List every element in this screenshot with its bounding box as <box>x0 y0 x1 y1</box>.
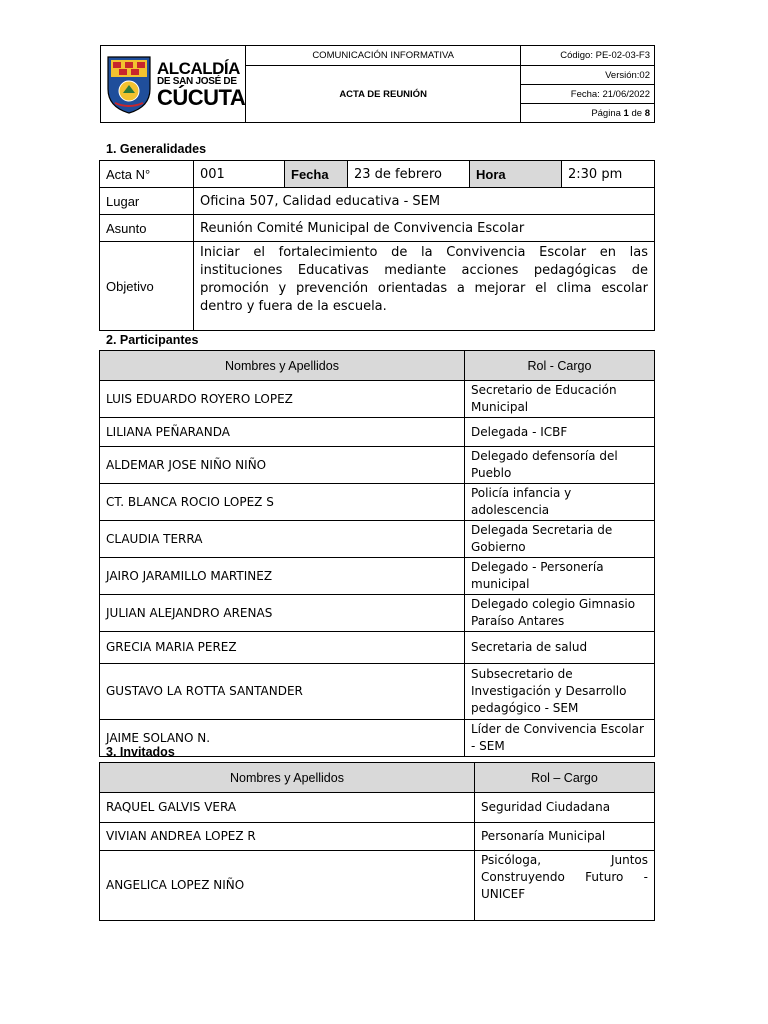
participant-role: Policía infancia y adolescencia <box>465 484 655 521</box>
participant-role: Delegado colegio Gimnasio Paraíso Antares <box>465 595 655 632</box>
generalidades-table <box>99 160 655 331</box>
doc-code: Código: PE-02-03-F3 <box>521 46 655 66</box>
table-row <box>100 632 655 664</box>
comm-label: COMUNICACIÓN INFORMATIVA <box>246 46 521 66</box>
hora-value: 2:30 pm <box>562 161 655 188</box>
participant-role: Delegado - Personería municipal <box>465 558 655 595</box>
doc-version: Versión:02 <box>521 66 655 85</box>
participant-role: Delegada Secretaria de Gobierno <box>465 521 655 558</box>
logo-text-line2: DE SAN JOSÉ DE <box>157 75 237 87</box>
alcaldia-logo <box>101 47 245 121</box>
participant-name: JAIME SOLANO N. <box>100 720 465 757</box>
table-row <box>100 381 655 418</box>
lugar-value: Oficina 507, Calidad educativa - SEM <box>194 188 655 215</box>
page-total: 8 <box>644 107 650 119</box>
objetivo-value: Iniciar el fortalecimiento de la Convivencia Escolar en las instituciones Educativas mediante acciones pedagógicas de promoción y prevención orientadas a mejorar el clima escolar dentro y fuera de la escuela. <box>194 242 655 331</box>
coat-of-arms-icon <box>105 53 153 115</box>
page-number: 1 <box>623 107 629 119</box>
table-row <box>100 851 655 921</box>
page-indicator <box>521 104 655 123</box>
acta-label: Acta N° <box>100 161 194 188</box>
participant-role: Delegada - ICBF <box>465 418 655 447</box>
participants-col-name: Nombres y Apellidos <box>100 351 465 381</box>
participant-role: Subsecretario de Investigación y Desarrollo pedagógico - SEM <box>465 664 655 720</box>
participant-name: JULIAN ALEJANDRO ARENAS <box>100 595 465 632</box>
asunto-label: Asunto <box>100 215 194 242</box>
participant-role: Delegado defensoría del Pueblo <box>465 447 655 484</box>
guest-name: VIVIAN ANDREA LOPEZ R <box>100 823 475 851</box>
logo-text-line3: CÚCUTA <box>157 84 246 110</box>
participant-role: Secretario de Educación Municipal <box>465 381 655 418</box>
table-row <box>100 447 655 484</box>
guest-role: Seguridad Ciudadana <box>475 793 655 823</box>
participant-name: CT. BLANCA ROCIO LOPEZ S <box>100 484 465 521</box>
logo-cell <box>101 46 246 123</box>
participant-role: Líder de Convivencia Escolar - SEM <box>465 720 655 757</box>
fecha-value: 23 de febrero <box>348 161 470 188</box>
guests-col-role: Rol – Cargo <box>475 763 655 793</box>
section-heading-invitados: 3. Invitados <box>106 745 175 759</box>
participant-name: GRECIA MARIA PEREZ <box>100 632 465 664</box>
guest-role: Psicóloga, Juntos Construyendo Futuro - UNICEF <box>475 851 655 921</box>
fecha-label: Fecha <box>285 161 348 188</box>
table-row <box>100 521 655 558</box>
table-row <box>100 793 655 823</box>
table-row <box>100 558 655 595</box>
table-row <box>100 664 655 720</box>
table-row <box>100 595 655 632</box>
asunto-value: Reunión Comité Municipal de Convivencia Escolar <box>194 215 655 242</box>
guests-body <box>100 793 655 921</box>
participant-name: JAIRO JARAMILLO MARTINEZ <box>100 558 465 595</box>
participant-name: LILIANA PEÑARANDA <box>100 418 465 447</box>
guests-table <box>99 762 655 921</box>
table-row <box>100 823 655 851</box>
objetivo-label: Objetivo <box>100 242 194 331</box>
page-prefix: Página <box>591 107 621 119</box>
guests-col-name: Nombres y Apellidos <box>100 763 475 793</box>
doc-date: Fecha: 21/06/2022 <box>521 85 655 104</box>
doc-title: ACTA DE REUNIÓN <box>246 66 521 123</box>
hora-label: Hora <box>470 161 562 188</box>
table-row <box>100 720 655 757</box>
participant-name: GUSTAVO LA ROTTA SANTANDER <box>100 664 465 720</box>
guest-name: RAQUEL GALVIS VERA <box>100 793 475 823</box>
acta-value: 001 <box>194 161 285 188</box>
lugar-label: Lugar <box>100 188 194 215</box>
participants-body <box>100 381 655 757</box>
guest-role: Personaría Municipal <box>475 823 655 851</box>
participant-name: ALDEMAR JOSE NIÑO NIÑO <box>100 447 465 484</box>
section-heading-participantes: 2. Participantes <box>106 333 199 347</box>
page-of: de <box>631 107 643 119</box>
guest-name: ANGELICA LOPEZ NIÑO <box>100 851 475 921</box>
participants-table <box>99 350 655 757</box>
table-row <box>100 418 655 447</box>
participant-role: Secretaria de salud <box>465 632 655 664</box>
logo-text-line1: ALCALDÍA <box>157 58 240 78</box>
participant-name: CLAUDIA TERRA <box>100 521 465 558</box>
participant-name: LUIS EDUARDO ROYERO LOPEZ <box>100 381 465 418</box>
table-row <box>100 484 655 521</box>
section-heading-generalidades: 1. Generalidades <box>106 142 207 156</box>
document-header <box>100 45 655 123</box>
participants-col-role: Rol - Cargo <box>465 351 655 381</box>
